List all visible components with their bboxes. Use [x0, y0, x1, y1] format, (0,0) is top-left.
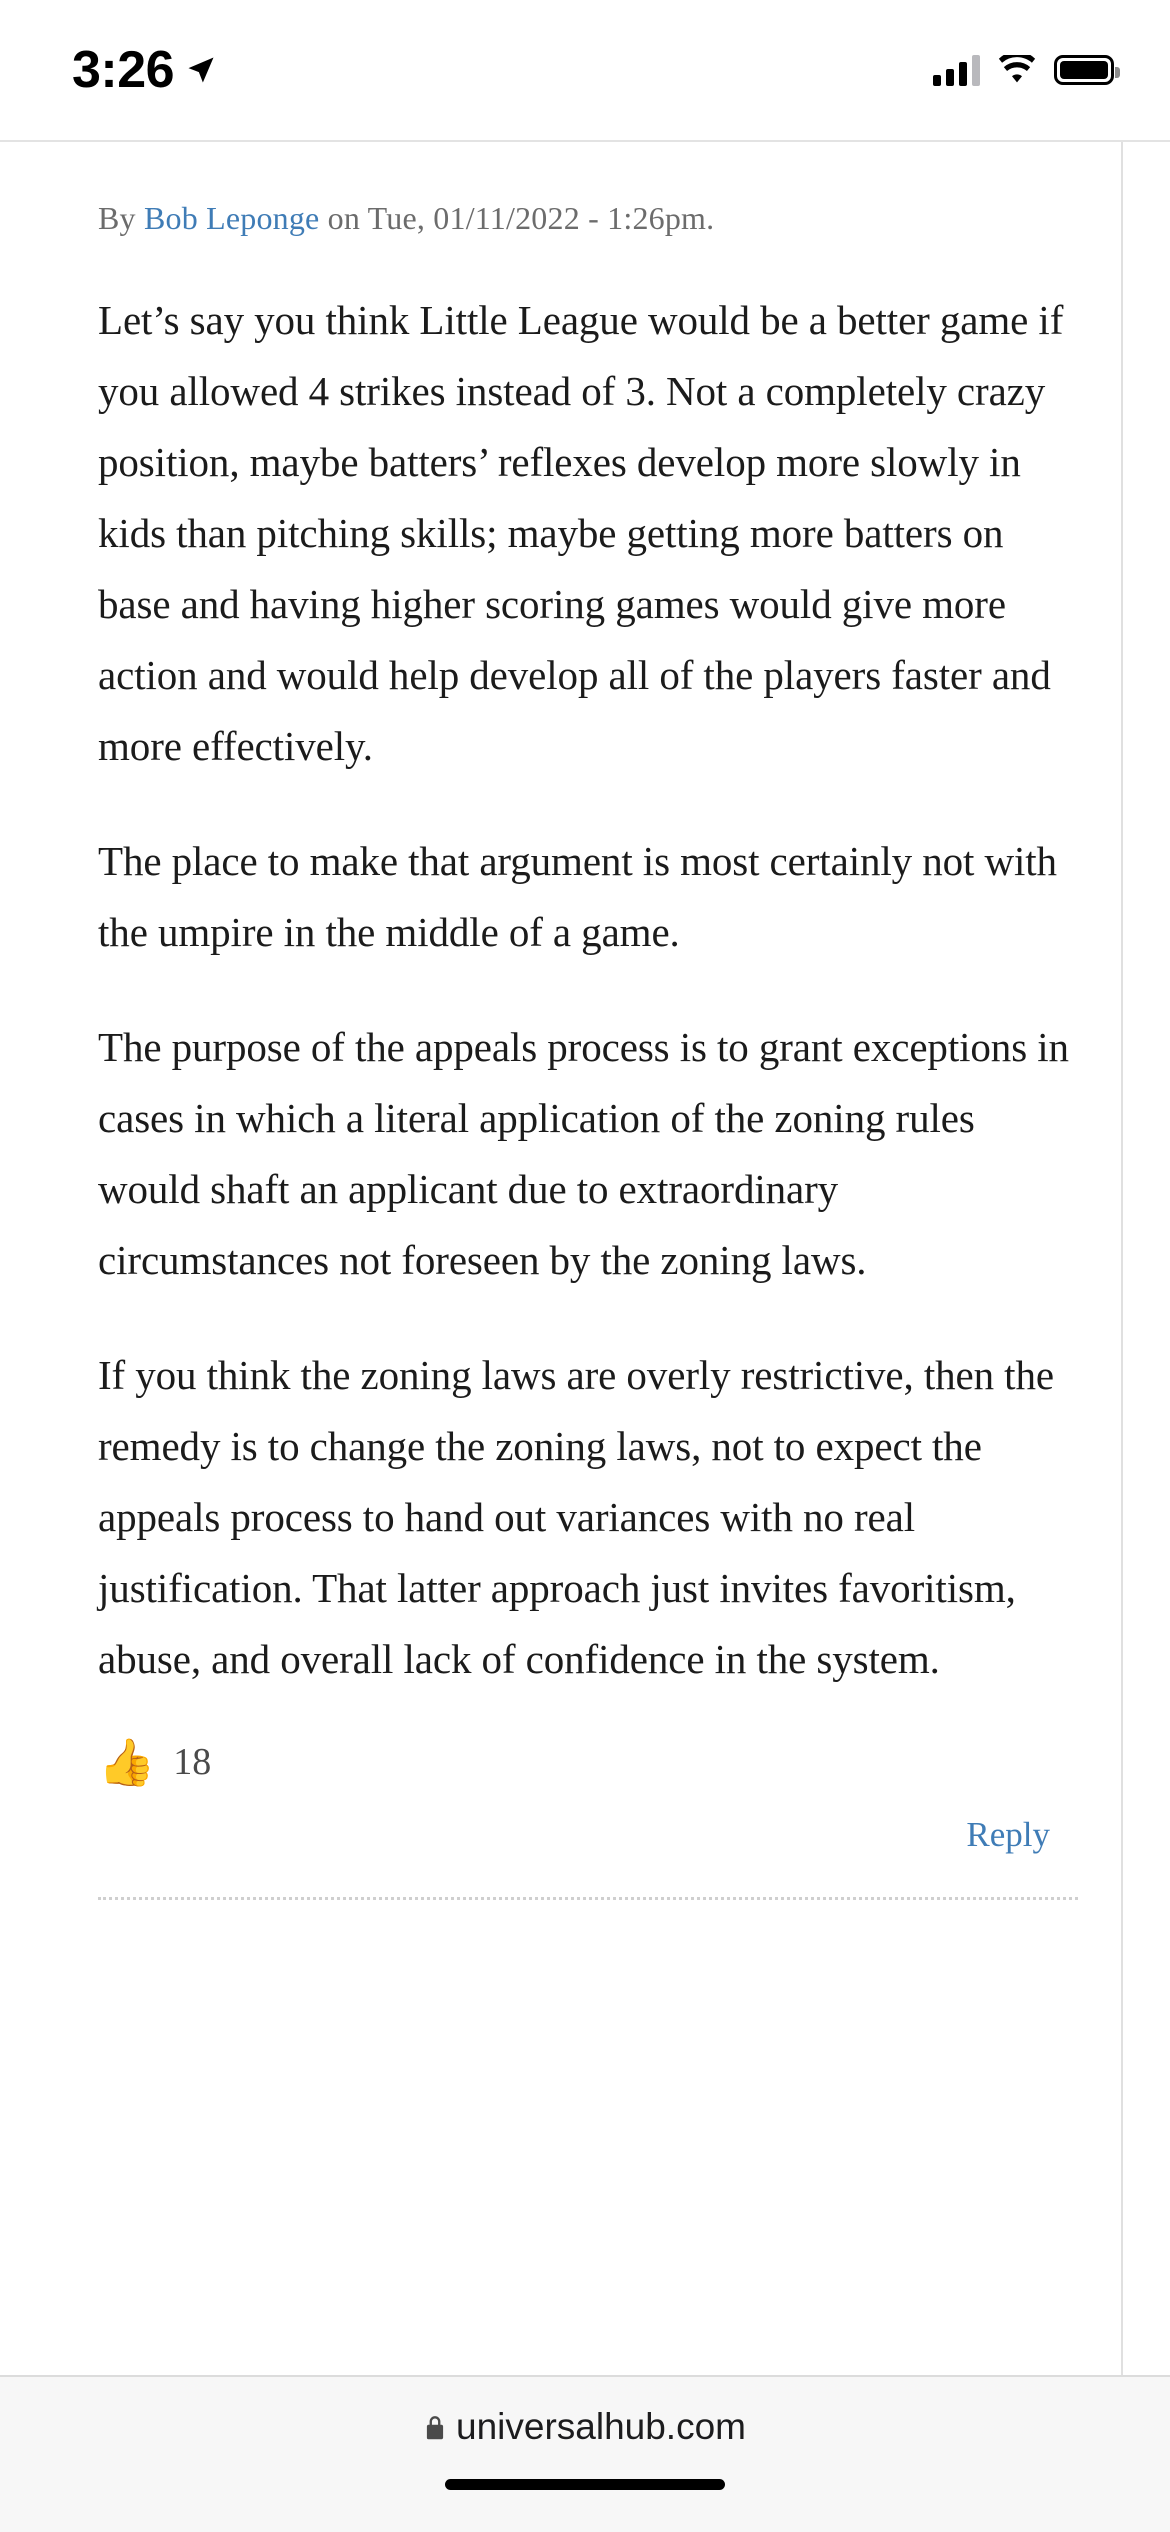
wifi-icon	[998, 55, 1036, 85]
cellular-signal-icon	[933, 54, 980, 86]
page-content	[0, 142, 1170, 2532]
reply-row	[98, 1815, 1072, 1855]
location-arrow-icon	[186, 55, 216, 85]
comment-body	[98, 285, 1072, 1695]
battery-icon	[1054, 55, 1114, 85]
comment-byline	[98, 200, 1072, 237]
comment-paragraph: The place to make that argument is most certainly not with the umpire in the middle of a game.	[98, 838, 1057, 955]
comment-paragraph: The purpose of the appeals process is to grant exceptions in cases in which a literal application of the zoning rules would shaft an applicant due to extraordinary circumstances not foreseen by the zoning laws.	[98, 1024, 1069, 1283]
comment-separator	[98, 1897, 1078, 1900]
status-bar	[0, 0, 1170, 140]
comment-block	[0, 142, 1170, 1900]
reply-link[interactable]: Reply	[966, 1815, 1050, 1854]
author-link[interactable]: Bob Leponge	[143, 200, 320, 236]
home-indicator[interactable]	[445, 2479, 725, 2490]
lock-icon	[424, 2414, 446, 2441]
url-text: universalhub.com	[456, 2406, 746, 2447]
status-bar-right	[933, 54, 1114, 86]
status-time: 3:26	[72, 41, 175, 99]
comment-article	[0, 142, 1170, 1900]
byline-prefix: By	[98, 200, 144, 236]
status-bar-left	[72, 40, 216, 100]
reaction-row[interactable]	[98, 1736, 1072, 1788]
byline-suffix: on Tue, 01/11/2022 - 1:26pm.	[319, 200, 715, 236]
reaction-count: 18	[173, 1741, 212, 1783]
thumbs-up-icon[interactable]: 👍	[98, 1736, 156, 1788]
browser-bottom-bar	[0, 2375, 1170, 2532]
url-bar[interactable]	[0, 2377, 1170, 2477]
comment-paragraph: Let’s say you think Little League would be a better game if you allowed 4 strikes instead of 3. Not a completely crazy position, maybe batters’ reflexes develop more slowly in kids than pitching skills; maybe getting more batters on base and having higher scoring games would give more action and would help develop all of the players faster and more effectively.	[98, 297, 1064, 769]
comment-paragraph: If you think the zoning laws are overly restrictive, then the remedy is to change the zoning laws, not to expect the appeals process to hand out variances with no real justification. That latter approach just invites favoritism, abuse, and overall lack of confidence in the system.	[98, 1352, 1054, 1682]
thread-indent-line	[1121, 142, 1123, 2388]
